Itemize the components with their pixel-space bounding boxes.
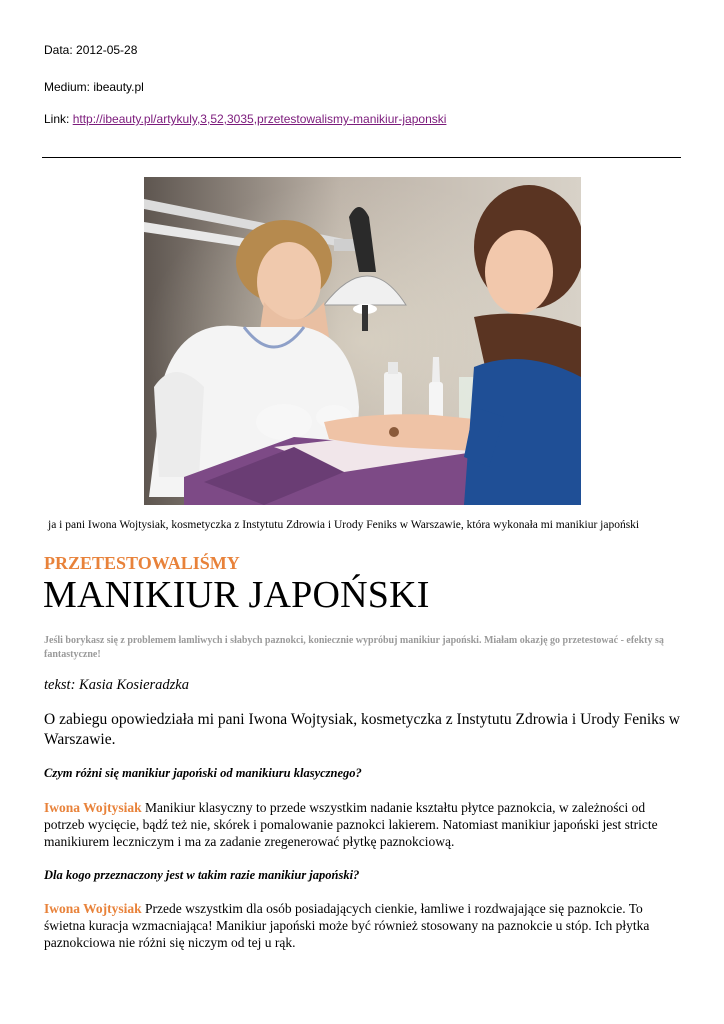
kicker-heading: PRZETESTOWALIŚMY bbox=[44, 553, 240, 573]
link-label: Link: bbox=[44, 112, 73, 126]
separator-rule bbox=[42, 157, 681, 158]
answer-1 bbox=[44, 799, 684, 850]
byline: tekst: Kasia Kosieradzka bbox=[44, 677, 189, 693]
article-title: MANIKIUR JAPOŃSKI bbox=[43, 574, 430, 616]
article-lead: Jeśli borykasz się z problemem łamliwych i słabych paznokci, koniecznie wypróbuj manikiur japoński. Miałam okazję go przetestować - efekty są fantastyczne! bbox=[44, 635, 664, 660]
answer-2 bbox=[44, 900, 684, 951]
answer-text: Przede wszystkim dla osób posiadających cienkie, łamliwe i rozdwajające się paznokcie. To świetna kuracja wzmacniająca! Manikiur japoński może być również stosowany na paznokcie u stóp. Ich płytka paznokciowa nie różni się niczym od tej u rąk. bbox=[44, 901, 650, 950]
photo-caption: ja i pani Iwona Wojtysiak, kosmetyczka z Instytutu Zdrowia i Urody Feniks w Warszawie, która wykonała mi manikiur japoński bbox=[48, 519, 640, 531]
medium-line: Medium: ibeauty.pl bbox=[44, 80, 144, 94]
article-link[interactable]: http://ibeauty.pl/artykuly,3,52,3035,przetestowalismy-manikiur-japonski bbox=[72, 112, 447, 126]
date-line: Data: 2012-05-28 bbox=[44, 43, 138, 57]
speaker-name: Iwona Wojtysiak bbox=[44, 901, 142, 916]
question-2: Dla kogo przeznaczony jest w takim razie manikiur japoński? bbox=[44, 868, 360, 882]
intro-paragraph: O zabiegu opowiedziała mi pani Iwona Wojtysiak, kosmetyczka z Instytutu Zdrowia i Urody Feniks w Warszawie. bbox=[44, 711, 680, 748]
link-line bbox=[44, 112, 446, 126]
speaker-name: Iwona Wojtysiak bbox=[44, 800, 142, 815]
answer-text: Manikiur klasyczny to przede wszystkim nadanie kształtu płytce paznokcia, w zależności od potrzeb wycięcie, bądź też nie, skórek i pomalowanie paznokci lakierem. Natomiast manikiur japoński jest stricte manikiurem leczniczym i ma za zadanie zregenerować płytkę paznokciową. bbox=[44, 800, 658, 849]
question-1: Czym różni się manikiur japoński od manikiuru klasycznego? bbox=[44, 766, 362, 780]
manicure-photo bbox=[144, 177, 581, 505]
